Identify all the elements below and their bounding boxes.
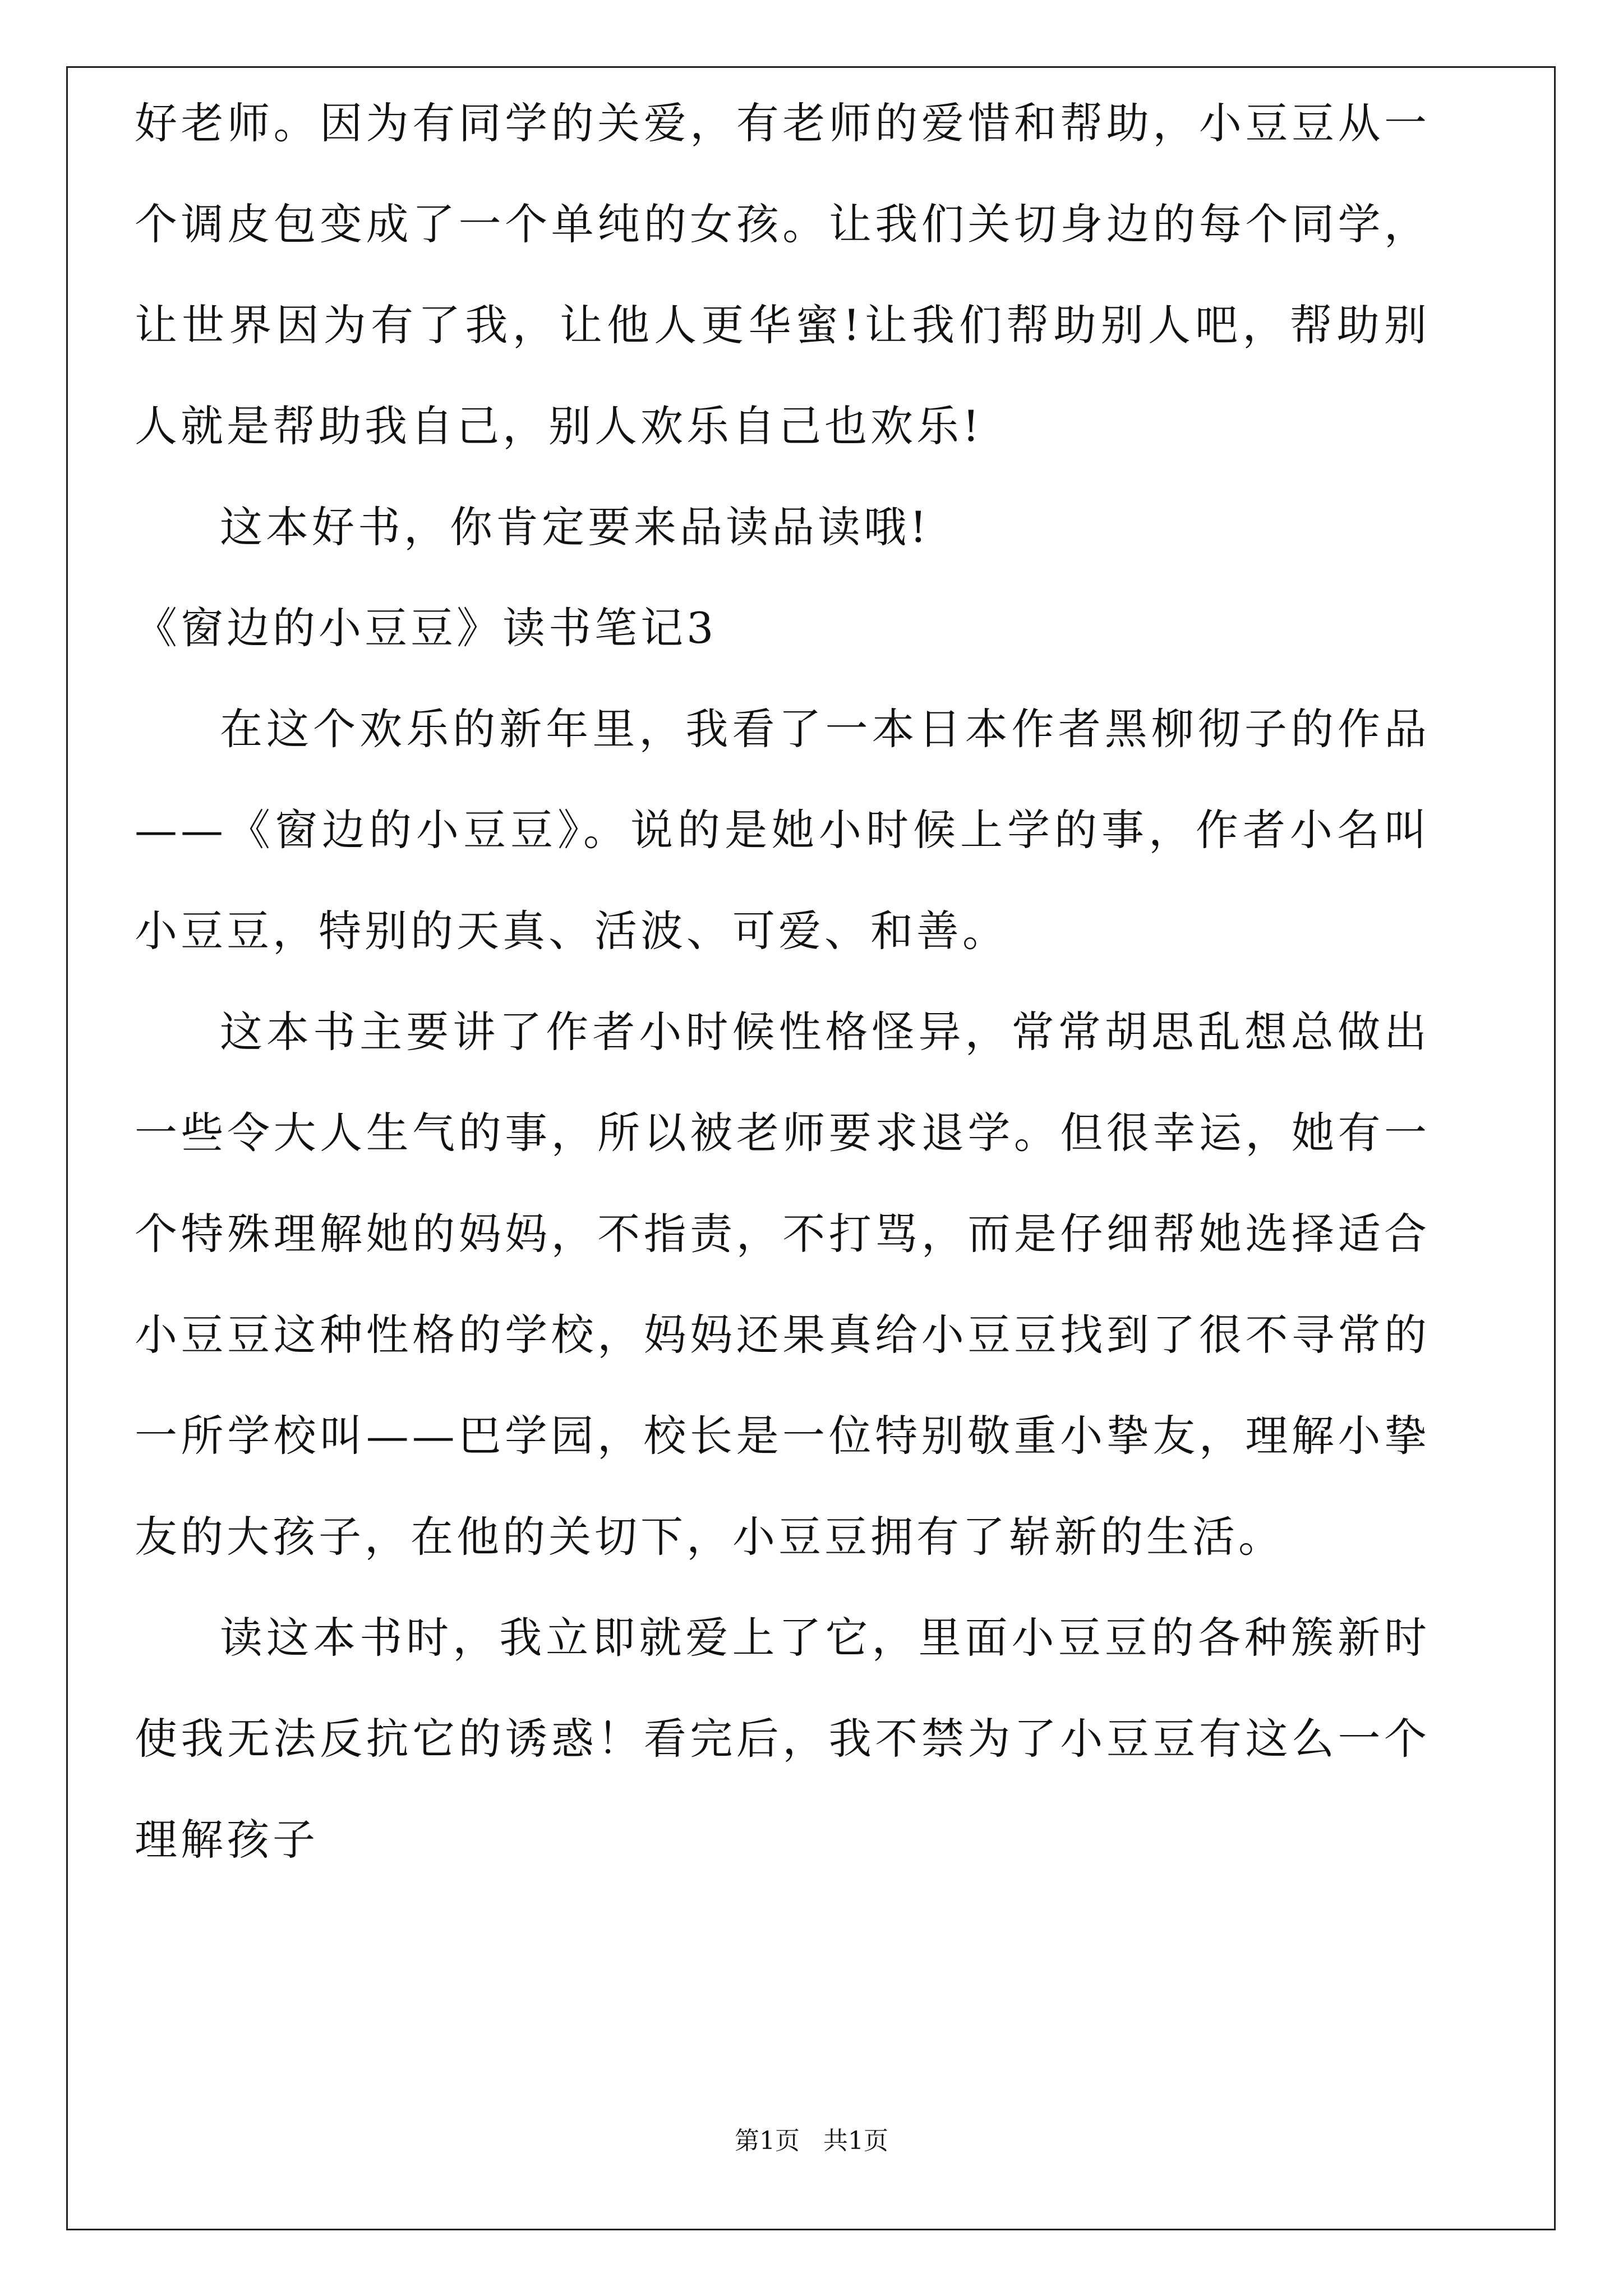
section-heading: 《窗边的小豆豆》读书笔记3	[135, 603, 717, 653]
paragraph-3: 在这个欢乐的新年里，我看了一本日本作者黑柳彻子的作品——《窗边的小豆豆》。说的是她小时候上学的事，作者小名叫小豆豆，特别的天真、活波、可爱、和善。	[135, 704, 1430, 956]
page-footer	[0, 2120, 1623, 2156]
paragraph-2: 这本好书，你肯定要来品读品读哦!	[220, 502, 930, 552]
document-body	[135, 73, 1430, 1890]
page-total: 共1页	[823, 2127, 888, 2155]
page-number: 第1页	[735, 2127, 800, 2155]
paragraph-1: 好老师。因为有同学的关爱，有老师的爱惜和帮助，小豆豆从一个调皮包变成了一个单纯的女孩。让我们关切身边的每个同学，让世界因为有了我，让他人更华蜜!让我们帮助别人吧，帮助别人就是帮助我自己，别人欢乐自己也欢乐!	[135, 98, 1430, 451]
paragraph-5: 读这本书时，我立即就爱上了它，里面小豆豆的各种簇新时使我无法反抗它的诱惑！看完后，我不禁为了小豆豆有这么一个理解孩子	[135, 1613, 1430, 1865]
paragraph-4: 这本书主要讲了作者小时候性格怪异，常常胡思乱想总做出一些令大人生气的事，所以被老师要求退学。但很幸运，她有一个特殊理解她的妈妈，不指责，不打骂，而是仔细帮她选择适合小豆豆这种性格的学校，妈妈还果真给小豆豆找到了很不寻常的一所学校叫——巴学园，校长是一位特别敬重小挚友，理解小挚友的大孩子，在他的关切下，小豆豆拥有了崭新的生活。	[135, 1007, 1430, 1562]
